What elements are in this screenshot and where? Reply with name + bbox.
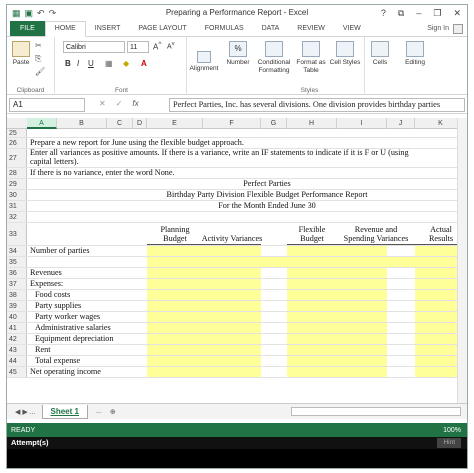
table-row	[7, 323, 467, 334]
tab-file[interactable]: FILE	[10, 21, 45, 36]
input-cell[interactable]	[147, 257, 203, 267]
row-number[interactable]: 39	[7, 301, 27, 311]
table-row	[7, 345, 467, 356]
table-row	[7, 367, 467, 378]
input-cell[interactable]	[287, 345, 337, 355]
ribbon-display-icon[interactable]: ⧉	[397, 7, 405, 18]
input-cell[interactable]	[287, 312, 337, 322]
table-row	[7, 356, 467, 367]
cell-text[interactable]: capital letters).	[30, 157, 79, 166]
input-cell[interactable]	[337, 367, 387, 377]
formula-input[interactable]: Perfect Parties, Inc. has several divisions. One division provides birthday parties	[169, 98, 465, 112]
input-cell[interactable]	[287, 290, 337, 300]
row-number[interactable]: 35	[7, 257, 27, 267]
tab-home[interactable]: HOME	[45, 21, 86, 37]
help-icon[interactable]: ?	[380, 7, 386, 18]
input-cell[interactable]	[337, 246, 387, 256]
row-number[interactable]: 29	[7, 179, 27, 189]
cell-text[interactable]: Number of parties	[30, 246, 90, 255]
tab-data[interactable]: DATA	[261, 25, 280, 32]
table-row	[7, 279, 467, 290]
cell-text[interactable]: Revenues	[30, 268, 62, 277]
conditional-formatting-button[interactable]	[255, 41, 293, 75]
sheet-tab-sheet1[interactable]: Sheet 1	[42, 405, 88, 419]
formula-buttons	[99, 99, 139, 108]
input-cell[interactable]	[203, 268, 261, 278]
column-header-b[interactable]: B	[57, 118, 107, 129]
row-number[interactable]: 27	[7, 149, 27, 167]
paste-icon	[12, 41, 30, 57]
table-row	[7, 149, 467, 168]
underline-button[interactable]: U	[88, 59, 94, 68]
tab-view[interactable]: VIEW	[342, 25, 361, 32]
number-button[interactable]	[223, 41, 253, 67]
cell-text[interactable]: Birthday Party Division Flexible Budget Performance Report	[166, 190, 368, 199]
bottom-bar	[7, 449, 467, 469]
row-number[interactable]: 30	[7, 190, 27, 200]
table-row	[7, 168, 467, 179]
input-cell[interactable]	[203, 345, 261, 355]
font-color-icon[interactable]: A	[141, 59, 147, 68]
cell-text[interactable]: Expenses:	[30, 279, 64, 288]
shrink-font-icon[interactable]: $A^v$	[167, 41, 175, 51]
table-row	[7, 312, 467, 323]
alignment-icon	[197, 51, 211, 63]
cell-styles-button[interactable]	[329, 41, 361, 67]
cell-styles-label: Cell Styles	[329, 59, 361, 66]
attempt-bar	[7, 437, 467, 449]
table-row	[7, 212, 467, 223]
row-number[interactable]: 45	[7, 367, 27, 377]
table-row	[7, 190, 467, 201]
row-number[interactable]: 33	[7, 223, 27, 245]
input-cell[interactable]	[287, 367, 337, 377]
alignment-label: Alignment	[189, 65, 219, 72]
column-header-f[interactable]: F	[203, 118, 261, 129]
fill-color-icon[interactable]: ◆	[123, 59, 130, 68]
conditional-formatting-label: Conditional Formatting	[257, 59, 291, 74]
redo-icon[interactable]: ↷	[48, 7, 57, 18]
row-number[interactable]: 28	[7, 168, 27, 178]
input-cell[interactable]	[147, 323, 203, 333]
format-as-table-button[interactable]	[295, 41, 327, 75]
table-row	[7, 301, 467, 312]
row-number[interactable]: 40	[7, 312, 27, 322]
column-header-i[interactable]: I	[337, 118, 387, 129]
column-heading-h[interactable]	[287, 223, 337, 245]
column-heading-e[interactable]	[147, 223, 203, 245]
input-cell[interactable]	[147, 367, 203, 377]
input-cell[interactable]	[147, 345, 203, 355]
tab-page-layout[interactable]: PAGE LAYOUT	[138, 25, 187, 32]
tab-review[interactable]: REVIEW	[297, 25, 325, 32]
heading-line: Actual	[430, 225, 452, 234]
percent-icon: %	[229, 41, 247, 57]
column-header-a[interactable]: A	[27, 118, 57, 129]
input-cell[interactable]	[287, 268, 337, 278]
editing-label: Editing	[405, 59, 425, 66]
conditional-formatting-icon	[265, 41, 283, 57]
cell-text[interactable]: Perfect Parties	[243, 179, 291, 188]
column-header-g[interactable]: G	[261, 118, 287, 129]
window-title: Preparing a Performance Report - Excel	[165, 8, 309, 17]
sheet-more[interactable]: ...	[95, 408, 102, 415]
table-row	[7, 201, 467, 212]
cell-text[interactable]: For the Month Ended June 30	[218, 201, 316, 210]
heading-line: Activity Variances	[201, 234, 263, 243]
input-cell[interactable]	[203, 312, 261, 322]
input-cell[interactable]	[337, 301, 387, 311]
cell-styles-icon	[336, 41, 354, 57]
row-number[interactable]: 32	[7, 212, 27, 222]
table-row	[7, 257, 467, 268]
input-cell[interactable]	[287, 301, 337, 311]
excel-logo-icon: ▦	[12, 7, 21, 18]
column-header-d[interactable]: D	[133, 118, 147, 129]
add-sheet-icon[interactable]: ⊕	[109, 408, 116, 416]
clipboard-group	[7, 37, 55, 95]
attempt-label: Attempt(s)	[11, 438, 49, 447]
column-header-h[interactable]: H	[287, 118, 337, 129]
row-number[interactable]: 31	[7, 201, 27, 211]
input-cell[interactable]	[203, 356, 261, 366]
column-header-k[interactable]: K	[415, 118, 467, 129]
input-cell[interactable]	[287, 334, 337, 344]
table-row	[7, 290, 467, 301]
cell-text[interactable]: Prepare a new report for June using the flexible budget approach.	[30, 138, 244, 147]
font-name-select[interactable]: Calibri	[63, 41, 125, 53]
input-cell[interactable]	[287, 323, 337, 333]
heading-line: Budget	[300, 234, 324, 243]
cell-text[interactable]: Rent	[35, 345, 51, 354]
restore-icon[interactable]: ❐	[433, 7, 442, 18]
ribbon	[7, 37, 467, 95]
clipboard-label: Clipboard	[16, 87, 45, 94]
alignment-button[interactable]	[187, 51, 221, 73]
row-number[interactable]: 44	[7, 356, 27, 366]
input-cell[interactable]	[147, 246, 203, 256]
tab-formulas[interactable]: FORMULAS	[204, 25, 244, 32]
minimize-icon[interactable]: –	[416, 7, 422, 18]
input-cell[interactable]	[287, 356, 337, 366]
input-cell[interactable]	[337, 312, 387, 322]
column-header-c[interactable]: C	[107, 118, 133, 129]
row-number[interactable]: 42	[7, 334, 27, 344]
input-cell[interactable]	[203, 323, 261, 333]
sheet-nav-arrows[interactable]: ◀ ▶ ...	[15, 408, 36, 416]
sign-in-link[interactable]	[427, 22, 467, 36]
column-heading-f[interactable]	[203, 223, 261, 245]
format-table-label: Format as Table	[296, 59, 326, 74]
input-cell[interactable]	[147, 301, 203, 311]
formula-bar	[7, 95, 467, 114]
title-bar	[7, 5, 467, 21]
table-row	[7, 129, 467, 138]
horizontal-scrollbar[interactable]	[291, 407, 461, 416]
row-number[interactable]: 37	[7, 279, 27, 289]
input-cell[interactable]	[337, 345, 387, 355]
table-row	[7, 334, 467, 345]
italic-button[interactable]: I	[77, 59, 80, 68]
tab-insert[interactable]: INSERT	[94, 25, 121, 32]
table-row	[7, 268, 467, 279]
cell-text[interactable]: Party worker wages	[35, 312, 101, 321]
copy-icon[interactable]: ⎘	[35, 54, 42, 63]
editing-icon	[406, 41, 424, 57]
input-cell[interactable]	[287, 246, 337, 256]
row-number[interactable]: 36	[7, 268, 27, 278]
input-cell[interactable]	[203, 367, 261, 377]
column-headers	[7, 118, 467, 129]
heading-line: Flexible	[298, 225, 326, 234]
borders-icon[interactable]: ▦	[105, 59, 113, 68]
input-cell[interactable]	[147, 334, 203, 344]
cell-text[interactable]: Net operating income	[30, 367, 101, 376]
input-cell[interactable]	[203, 257, 467, 267]
worksheet-grid[interactable]	[7, 118, 467, 403]
hint-button[interactable]: Hint	[437, 438, 461, 448]
input-cell[interactable]	[203, 301, 261, 311]
excel-window	[6, 4, 468, 469]
input-cell[interactable]	[203, 290, 261, 300]
format-painter-icon[interactable]: 🖌	[35, 67, 46, 76]
row-number[interactable]: 26	[7, 138, 27, 148]
paste-button[interactable]	[10, 41, 32, 67]
cut-icon[interactable]: ✂	[35, 41, 42, 50]
row-number[interactable]: 41	[7, 323, 27, 333]
editing-button[interactable]	[399, 41, 431, 67]
row-number[interactable]: 43	[7, 345, 27, 355]
cells-label: Cells	[372, 59, 388, 66]
cell-text[interactable]: Food costs	[35, 290, 71, 299]
table-row	[7, 179, 467, 190]
input-cell[interactable]	[147, 356, 203, 366]
status-bar	[7, 423, 467, 437]
column-header-j[interactable]: J	[387, 118, 415, 129]
styles-group	[255, 37, 365, 95]
status-ready: READY	[11, 426, 36, 434]
cell-text[interactable]: If there is no variance, enter the word None.	[30, 168, 175, 177]
cells-icon	[371, 41, 389, 57]
input-cell[interactable]	[147, 268, 203, 278]
number-label: Number	[226, 59, 250, 66]
vertical-scrollbar[interactable]	[457, 118, 467, 403]
input-cell[interactable]	[337, 323, 387, 333]
heading-line: Revenue and	[354, 225, 398, 234]
row-number[interactable]: 38	[7, 290, 27, 300]
row-number[interactable]: 34	[7, 246, 27, 256]
input-cell[interactable]	[337, 290, 387, 300]
user-icon	[453, 24, 463, 34]
column-header-e[interactable]: E	[147, 118, 203, 129]
font-group-label: Font	[114, 87, 128, 94]
column-heading-i[interactable]	[337, 223, 415, 245]
bold-button[interactable]: B	[65, 59, 71, 68]
input-cell[interactable]	[147, 312, 203, 322]
input-cell[interactable]	[337, 356, 387, 366]
input-cell[interactable]	[287, 279, 337, 289]
cell-text[interactable]: Equipment depreciation	[35, 334, 114, 343]
table-row	[7, 223, 467, 246]
row-number[interactable]: 25	[7, 129, 27, 137]
input-cell[interactable]	[147, 279, 203, 289]
format-table-icon	[302, 41, 320, 57]
heading-line: Planning	[160, 225, 190, 234]
insert-function-icon[interactable]: fx	[132, 99, 139, 108]
input-cell[interactable]	[337, 268, 387, 278]
input-cell[interactable]	[203, 279, 261, 289]
table-row	[7, 246, 467, 257]
sign-in-label[interactable]: Sign In	[427, 25, 449, 32]
input-cell[interactable]	[147, 290, 203, 300]
save-icon[interactable]: ▣	[24, 7, 34, 18]
input-cell[interactable]	[203, 334, 261, 344]
heading-line: Budget	[163, 234, 187, 243]
cell-text[interactable]: Total expense	[35, 356, 81, 365]
cell-text[interactable]: Party supplies	[35, 301, 82, 310]
cells-button[interactable]	[367, 41, 393, 67]
cancel-icon[interactable]: ✕	[99, 99, 106, 108]
zoom-level[interactable]: 100%	[443, 426, 461, 434]
paste-label: Paste	[12, 59, 30, 66]
name-box[interactable]: A1	[9, 98, 85, 112]
cell-text[interactable]: Administrative salaries	[35, 323, 111, 332]
heading-line: Results	[428, 234, 454, 243]
styles-label: Styles	[300, 87, 319, 94]
enter-icon[interactable]: ✓	[115, 99, 123, 108]
undo-icon[interactable]: ↶	[37, 7, 45, 18]
font-size-select[interactable]: 11	[127, 41, 149, 53]
input-cell[interactable]	[337, 279, 387, 289]
grow-font-icon[interactable]: A^	[153, 41, 162, 52]
close-icon[interactable]: ✕	[453, 7, 461, 18]
cell-text[interactable]: Enter all variances as positive amounts. If there is a variance, write an IF statements to indicate if it is F or U (using	[30, 148, 409, 157]
input-cell[interactable]	[203, 246, 261, 256]
heading-line: Spending Variances	[343, 234, 409, 243]
ribbon-tabs	[7, 21, 467, 37]
input-cell[interactable]	[337, 334, 387, 344]
font-group	[57, 37, 187, 95]
